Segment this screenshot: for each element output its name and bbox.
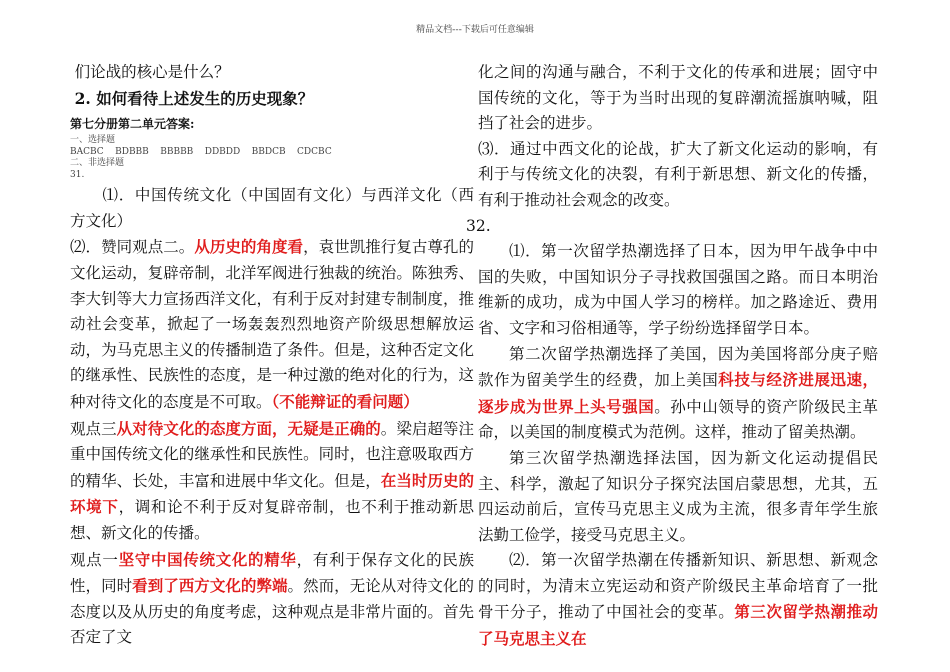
answer-32-2-body: ⑵．第一次留学热潮在传播新知识、新思想、新观念的同时，为清末立宪运动和资产阶级民主革命培育了一批骨干分子，推动了中国社会的变革。 (478, 551, 878, 622)
view-three-end: ，调和论不利于反对复辟帝制，也不利于推动新思想、新文化的传播。 (70, 498, 474, 542)
answer-32-2 (478, 548, 878, 652)
second-wave-highlight: 科技与经济进展迅速，逐步成为世界上头号强国 (478, 370, 878, 416)
second-wave-post: 。孙中山领导的资产阶级民主革命，以美国的制度模式为范例。这样，推动了留美热潮。 (478, 397, 878, 442)
choice-label: 一、选择题 (70, 135, 116, 146)
answer-31-3: ⑶．通过中西文化的论战，扩大了新文化运动的影响，有利于与传统文化的决裂，有利于新思想、新文化的传播，有利于推动社会观念的改变。 (478, 139, 878, 209)
view-three-highlight-2: 在当时历史的环境下 (70, 470, 474, 517)
view-one-highlight-2: 看到了西方文化的弊端 (132, 576, 288, 596)
answer-31-2-body: ，袁世凯推行复古尊孔的文化运动，复辟帝制，北洋军阀进行独裁的统治。陈独秀、李大钊等大力宣扬西洋文化，有利于反对封建专制制度，推动社会变革，掀起了一场轰轰烈烈地资产阶级思想解放运动，为马克思主义的传播制造了条件。但是，这种否定文化的继承性、民族性的态度，是一种过激的绝对化的行为，这种对待文化的态度是不可取。 (70, 238, 474, 411)
page-header: 精品文档---下载后可任意编辑 (416, 25, 534, 35)
view-three-body: 。梁启超等注重中国传统文化的继承性和民族性。同时，也注意吸取西方的精华、长处，丰富和进展中华文化。但是， (70, 419, 474, 490)
view-three-paragraph (70, 416, 474, 547)
question-31-label: 31. (70, 169, 85, 180)
section-title: 第七分册第二单元答案: (70, 117, 195, 132)
answer-31-2 (70, 234, 474, 415)
answer-32-second-wave (478, 342, 878, 446)
view-one-end: 。然而，无论从对待文化的态度以及从历史的角度考虑，这种观点是非常片面的。首先否定了文 (70, 577, 474, 647)
right-column (466, 60, 878, 653)
nonchoice-label: 二、非选择题 (70, 158, 125, 169)
answer-31-1: ⑴．中国传统文化（中国固有文化）与西洋文化（西方文化） (70, 186, 474, 230)
view-one-body: ，有利于保存文化的民族性，同时 (70, 550, 474, 596)
answer-31-2-note: （不能辩证的看问题） (271, 391, 419, 411)
choice-answers: BACBC BDBBB BBBBB DDBDD BBDCB CDCBC (70, 146, 332, 157)
answer-32-2-highlight: 第三次留学热潮推动了马克思主义在 (478, 602, 878, 649)
question-2-text: 2. 如何看待上述发生的历史现象？ (74, 88, 314, 108)
answer-31-2-highlight: 从历史的角度看 (194, 237, 304, 257)
answer-32-third-wave: 第三次留学热潮选择法国，因为新文化运动提倡民主、科学，激起了知识分子探究法国启蒙思想，尤其，五四运动前后，宣传马克思主义成为主流，很多青年学生旅法勤工俭学，接受马克思主义。 (478, 448, 878, 544)
view-one-paragraph (70, 547, 474, 651)
answer-32-1: ⑴．第一次留学热潮选择了日本，因为甲午战争中中国的失败，中国知识分子寻找救国强国之路。而日本明治维新的成功，成为中国人学习的榜样。加之路途近、费用省、文字和习俗相通等，学子纷纷选择留学日本。 (478, 242, 878, 337)
left-column (70, 60, 474, 651)
view-three-pre: 观点三 (70, 419, 117, 438)
question-32-label: 32. (466, 216, 491, 235)
continuation-paragraph: 化之间的沟通与融合，不利于文化的传承和进展；固守中国传统的文化，等于为当时出现的复辟潮流摇旗呐喊，阻挡了社会的进步。 (478, 63, 878, 133)
question-1-text: 们论战的核心是什么？ (74, 63, 230, 81)
second-wave-pre: 第二次留学热潮选择了美国，因为美国将部分庚子赔款作为留美学生的经费，加上美国 (478, 344, 878, 390)
answer-31-2-pre: ⑵．赞同观点二。 (70, 238, 195, 257)
view-one-pre: 观点一 (70, 550, 119, 569)
view-one-highlight: 坚守中国传统文化的精华 (118, 549, 297, 569)
view-three-highlight: 从对待文化的态度方面，无疑是正确的 (116, 418, 381, 438)
